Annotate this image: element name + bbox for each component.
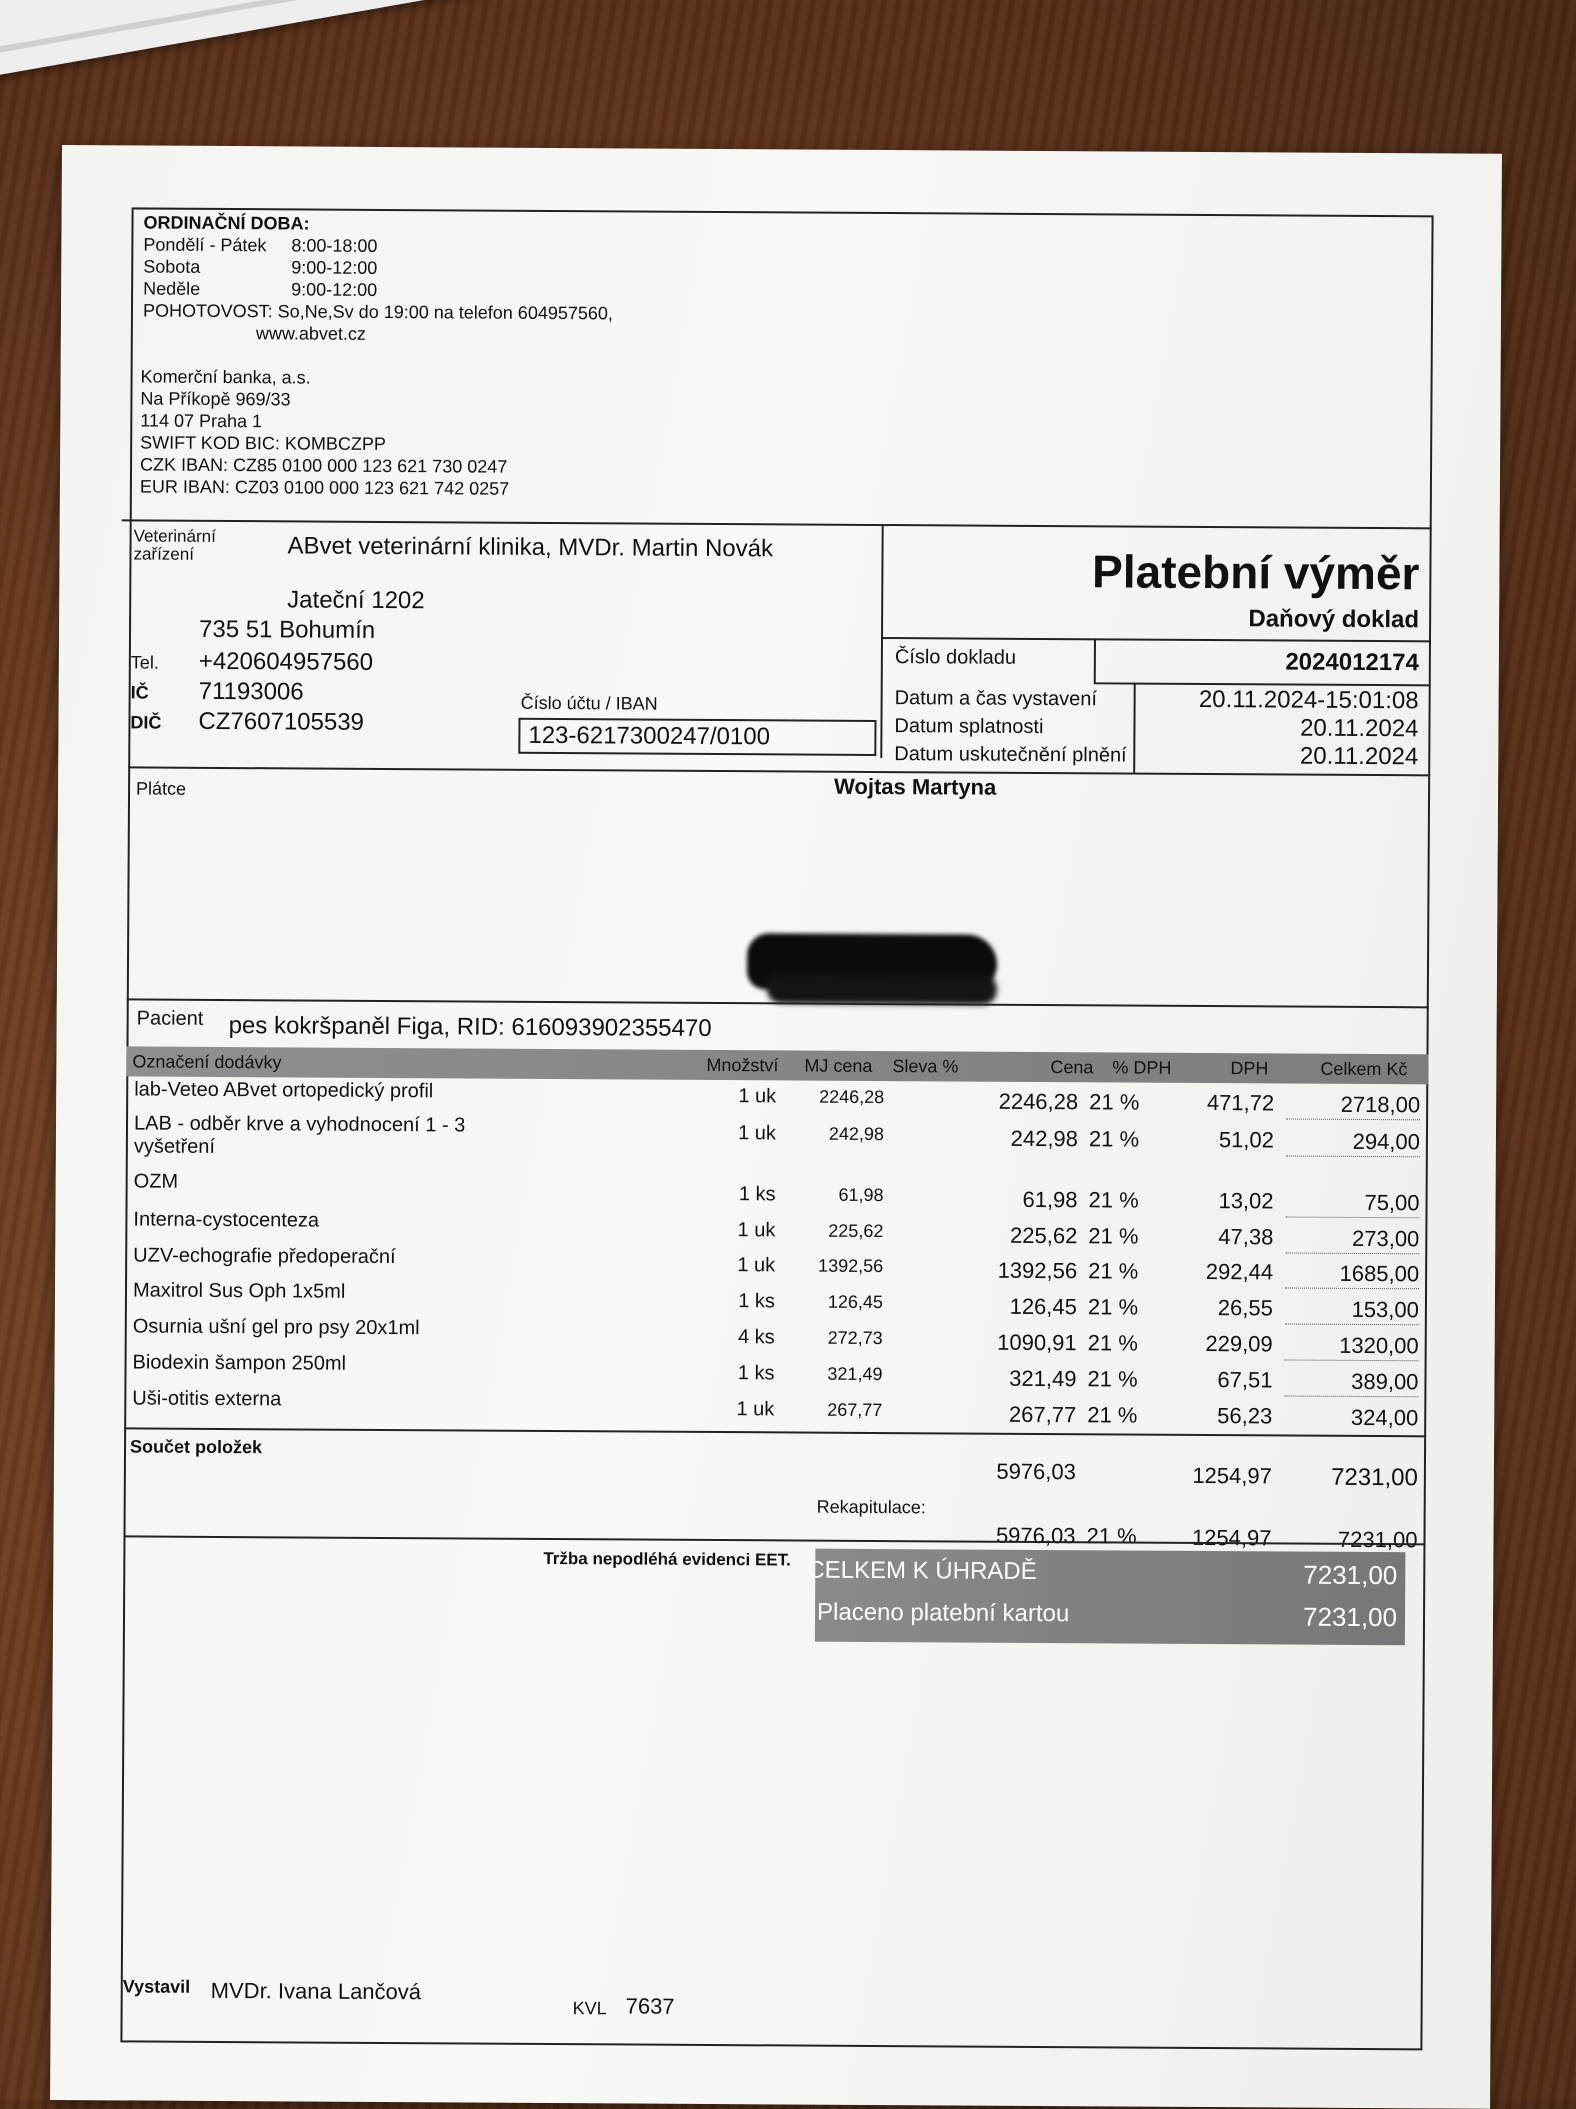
hours-day: Sobota bbox=[143, 256, 201, 277]
row-unit-price: 126,45 bbox=[827, 1291, 884, 1313]
recap-label: Rekapitulace: bbox=[816, 1496, 926, 1518]
row-qty: 4 ks bbox=[737, 1326, 775, 1349]
vendor-tel: +420604957560 bbox=[198, 647, 374, 676]
row-total: 75,00 bbox=[1364, 1189, 1420, 1216]
bank-line: CZK IBAN: CZ85 0100 000 123 621 730 0247 bbox=[139, 454, 508, 477]
col-vat-rate: % DPH bbox=[1112, 1057, 1172, 1078]
bank-line: Na Příkopě 969/33 bbox=[140, 388, 291, 410]
col-qty: Množství bbox=[706, 1054, 779, 1076]
row-unit-price: 267,77 bbox=[827, 1399, 883, 1421]
row-price: 126,45 bbox=[1009, 1293, 1077, 1320]
row-qty: 1 uk bbox=[736, 1398, 775, 1421]
patient-label: Pacient bbox=[136, 1007, 204, 1030]
row-qty: 1 ks bbox=[737, 1362, 775, 1385]
row-qty: 1 uk bbox=[738, 1085, 777, 1108]
due-date: 20.11.2024 bbox=[1300, 714, 1419, 743]
row-unit-price: 225,62 bbox=[828, 1220, 884, 1242]
row-total: 389,00 bbox=[1351, 1368, 1419, 1395]
fulfilled-date: 20.11.2024 bbox=[1299, 742, 1419, 771]
invoice-sheet bbox=[50, 145, 1502, 2109]
row-vat: 51,02 bbox=[1218, 1127, 1275, 1153]
row-unit-price: 2246,28 bbox=[819, 1086, 885, 1108]
row-price: 321,49 bbox=[1009, 1365, 1077, 1392]
row-total: 1320,00 bbox=[1339, 1332, 1419, 1359]
ic-label: IČ bbox=[130, 682, 149, 703]
bank-line: Komerční banka, a.s. bbox=[140, 366, 311, 388]
row-unit-price: 1392,56 bbox=[818, 1255, 884, 1277]
row-price: 1392,56 bbox=[997, 1257, 1078, 1284]
vendor-dic: CZ7607105539 bbox=[198, 707, 365, 736]
row-vat-rate: 21 % bbox=[1087, 1294, 1139, 1320]
col-discount: Sleva % bbox=[892, 1056, 959, 1077]
row-vat-rate: 21 % bbox=[1089, 1089, 1140, 1115]
emergency-text: POHOTOVOST: So,Ne,Sv do 19:00 na telefon 604957560, bbox=[142, 300, 614, 324]
fulfilled-label: Datum uskutečnění plnění bbox=[894, 743, 1127, 767]
row-vat-rate: 21 % bbox=[1087, 1330, 1138, 1356]
redacted-address bbox=[767, 973, 997, 1004]
kvl-number: 7637 bbox=[625, 1993, 675, 2019]
row-item: Maxitrol Sus Oph 1x5ml bbox=[132, 1279, 346, 1303]
row-vat: 26,55 bbox=[1217, 1295, 1273, 1321]
sum-total: 7231,00 bbox=[1331, 1463, 1418, 1492]
payer-label: Plátce bbox=[136, 778, 187, 799]
row-price: 1090,91 bbox=[997, 1329, 1077, 1356]
hours-title: ORDINAČNÍ DOBA: bbox=[143, 212, 310, 234]
doc-number-label: Číslo dokladu bbox=[894, 646, 1017, 669]
vendor-name: ABvet veterinární klinika, MVDr. Martin Novák bbox=[287, 532, 774, 563]
row-item: Interna-cystocenteza bbox=[133, 1208, 320, 1232]
row-vat-rate: 21 % bbox=[1088, 1258, 1139, 1284]
payer-name: Wojtas Martyna bbox=[834, 773, 997, 800]
row-qty: 1 ks bbox=[738, 1183, 776, 1206]
row-total: 1685,00 bbox=[1339, 1260, 1420, 1287]
row-unit-price: 272,73 bbox=[827, 1327, 883, 1349]
hours-time: 8:00-18:00 bbox=[291, 235, 378, 256]
row-item: Osurnia ušní gel pro psy 20x1ml bbox=[132, 1315, 420, 1340]
col-vat: DPH bbox=[1230, 1058, 1269, 1079]
divider bbox=[1094, 638, 1096, 682]
row-item: LAB - odběr krve a vyhodnocení 1 - 3 bbox=[133, 1112, 466, 1137]
account-number: 123-6217300247/0100 bbox=[528, 721, 771, 751]
row-price: 225,62 bbox=[1009, 1222, 1078, 1249]
row-vat: 13,02 bbox=[1218, 1188, 1274, 1214]
paid-amount: 7231,00 bbox=[1302, 1601, 1398, 1633]
eet-note: Tržba nepodléhá evidenci EET. bbox=[543, 1548, 791, 1570]
background-paper bbox=[0, 0, 572, 78]
sum-vat: 1254,97 bbox=[1192, 1462, 1272, 1489]
invoice-frame bbox=[120, 207, 1433, 2050]
paid-label: Placeno platební kartou bbox=[816, 1598, 1070, 1628]
row-vat-rate: 21 % bbox=[1088, 1126, 1140, 1152]
bank-line: 114 07 Praha 1 bbox=[140, 410, 263, 432]
vendor-city: 735 51 Bohumín bbox=[198, 615, 376, 644]
doc-subtitle: Daňový doklad bbox=[1248, 605, 1420, 634]
sum-price: 5976,03 bbox=[996, 1458, 1076, 1485]
col-total: Celkem Kč bbox=[1320, 1058, 1408, 1080]
row-item: Uši-otitis externa bbox=[132, 1387, 282, 1411]
vendor-street: Jateční 1202 bbox=[287, 586, 425, 615]
row-vat: 229,09 bbox=[1205, 1331, 1273, 1357]
doc-title: Platební výměr bbox=[1091, 545, 1420, 600]
bank-line: SWIFT KOD BIC: KOMBCZPP bbox=[140, 432, 386, 454]
row-item: Biodexin šampon 250ml bbox=[132, 1351, 347, 1375]
amount-due-label: CELKEM K ÚHRADĚ bbox=[807, 1556, 1037, 1585]
row-item: UZV-echografie předoperační bbox=[133, 1244, 396, 1269]
issued-by: MVDr. Ivana Lančová bbox=[210, 1977, 422, 2005]
dic-label: DIČ bbox=[130, 712, 162, 733]
row-vat: 471,72 bbox=[1206, 1090, 1275, 1116]
due-label: Datum splatnosti bbox=[894, 715, 1044, 739]
hours-time: 9:00-12:00 bbox=[291, 279, 378, 300]
row-price: 2246,28 bbox=[998, 1088, 1079, 1115]
row-qty: 1 ks bbox=[738, 1290, 776, 1313]
sum-label: Součet položek bbox=[129, 1436, 263, 1458]
row-total: 273,00 bbox=[1351, 1225, 1420, 1252]
amount-due: 7231,00 bbox=[1303, 1559, 1398, 1591]
row-vat-rate: 21 % bbox=[1088, 1187, 1139, 1213]
hours-time: 9:00-12:00 bbox=[291, 257, 378, 278]
recap-price: 5976,03 bbox=[995, 1522, 1076, 1549]
row-vat: 67,51 bbox=[1217, 1367, 1273, 1393]
row-total: 294,00 bbox=[1352, 1128, 1421, 1155]
issued-by-label: Vystavil bbox=[122, 1976, 191, 1997]
col-unit-price: MJ cena bbox=[804, 1055, 873, 1076]
row-vat-rate: 21 % bbox=[1088, 1223, 1139, 1249]
row-unit-price: 321,49 bbox=[827, 1363, 883, 1385]
vendor-ic: 71193006 bbox=[198, 677, 304, 706]
row-total: 324,00 bbox=[1350, 1404, 1419, 1431]
account-label: Číslo účtu / IBAN bbox=[520, 692, 658, 714]
hours-day: Neděle bbox=[143, 278, 201, 299]
vendor-label: Veterinární zařízení bbox=[133, 526, 216, 564]
bank-line: EUR IBAN: CZ03 0100 000 123 621 742 0257 bbox=[139, 476, 510, 499]
col-price: Cena bbox=[1050, 1057, 1094, 1078]
row-vat-rate: 21 % bbox=[1087, 1402, 1138, 1428]
recap-rate: 21 % bbox=[1086, 1523, 1137, 1549]
doc-number: 2024012174 bbox=[1285, 648, 1419, 677]
issued-date: 20.11.2024-15:01:08 bbox=[1198, 685, 1419, 715]
patient-value: pes kokršpaněl Figa, RID: 616093902355470 bbox=[228, 1012, 712, 1042]
payment-box bbox=[807, 1549, 1406, 1646]
col-item: Označení dodávky bbox=[132, 1051, 282, 1073]
row-vat: 56,23 bbox=[1217, 1403, 1273, 1429]
tel-label: Tel. bbox=[130, 652, 159, 673]
website: www.abvet.cz bbox=[255, 323, 366, 344]
row-total: 153,00 bbox=[1351, 1296, 1419, 1323]
row-price: 267,77 bbox=[1008, 1401, 1077, 1428]
row-qty: 1 uk bbox=[737, 1219, 776, 1242]
issued-label: Datum a čas vystavení bbox=[894, 687, 1098, 711]
row-unit-price: 61,98 bbox=[838, 1184, 884, 1206]
row-vat-rate: 21 % bbox=[1087, 1366, 1138, 1392]
row-vat: 47,38 bbox=[1218, 1224, 1274, 1250]
row-unit-price: 242,98 bbox=[828, 1123, 885, 1145]
row-item: lab-Veteo ABvet ortopedický profil bbox=[134, 1078, 434, 1103]
recap-vat: 1254,97 bbox=[1191, 1524, 1272, 1551]
row-total: 2718,00 bbox=[1340, 1091, 1421, 1118]
row-price: 61,98 bbox=[1022, 1186, 1078, 1213]
row-qty: 1 uk bbox=[738, 1122, 777, 1145]
recap-total: 7231,00 bbox=[1337, 1526, 1418, 1553]
row-item-cont: vyšetření bbox=[133, 1135, 216, 1158]
hours-day: Pondělí - Pátek bbox=[143, 234, 267, 256]
row-qty: 1 uk bbox=[737, 1254, 776, 1277]
row-price: 242,98 bbox=[1010, 1125, 1079, 1152]
row-vat: 292,44 bbox=[1205, 1259, 1274, 1285]
row-item: OZM bbox=[133, 1170, 179, 1193]
kvl-label: KVL bbox=[572, 1998, 607, 2019]
